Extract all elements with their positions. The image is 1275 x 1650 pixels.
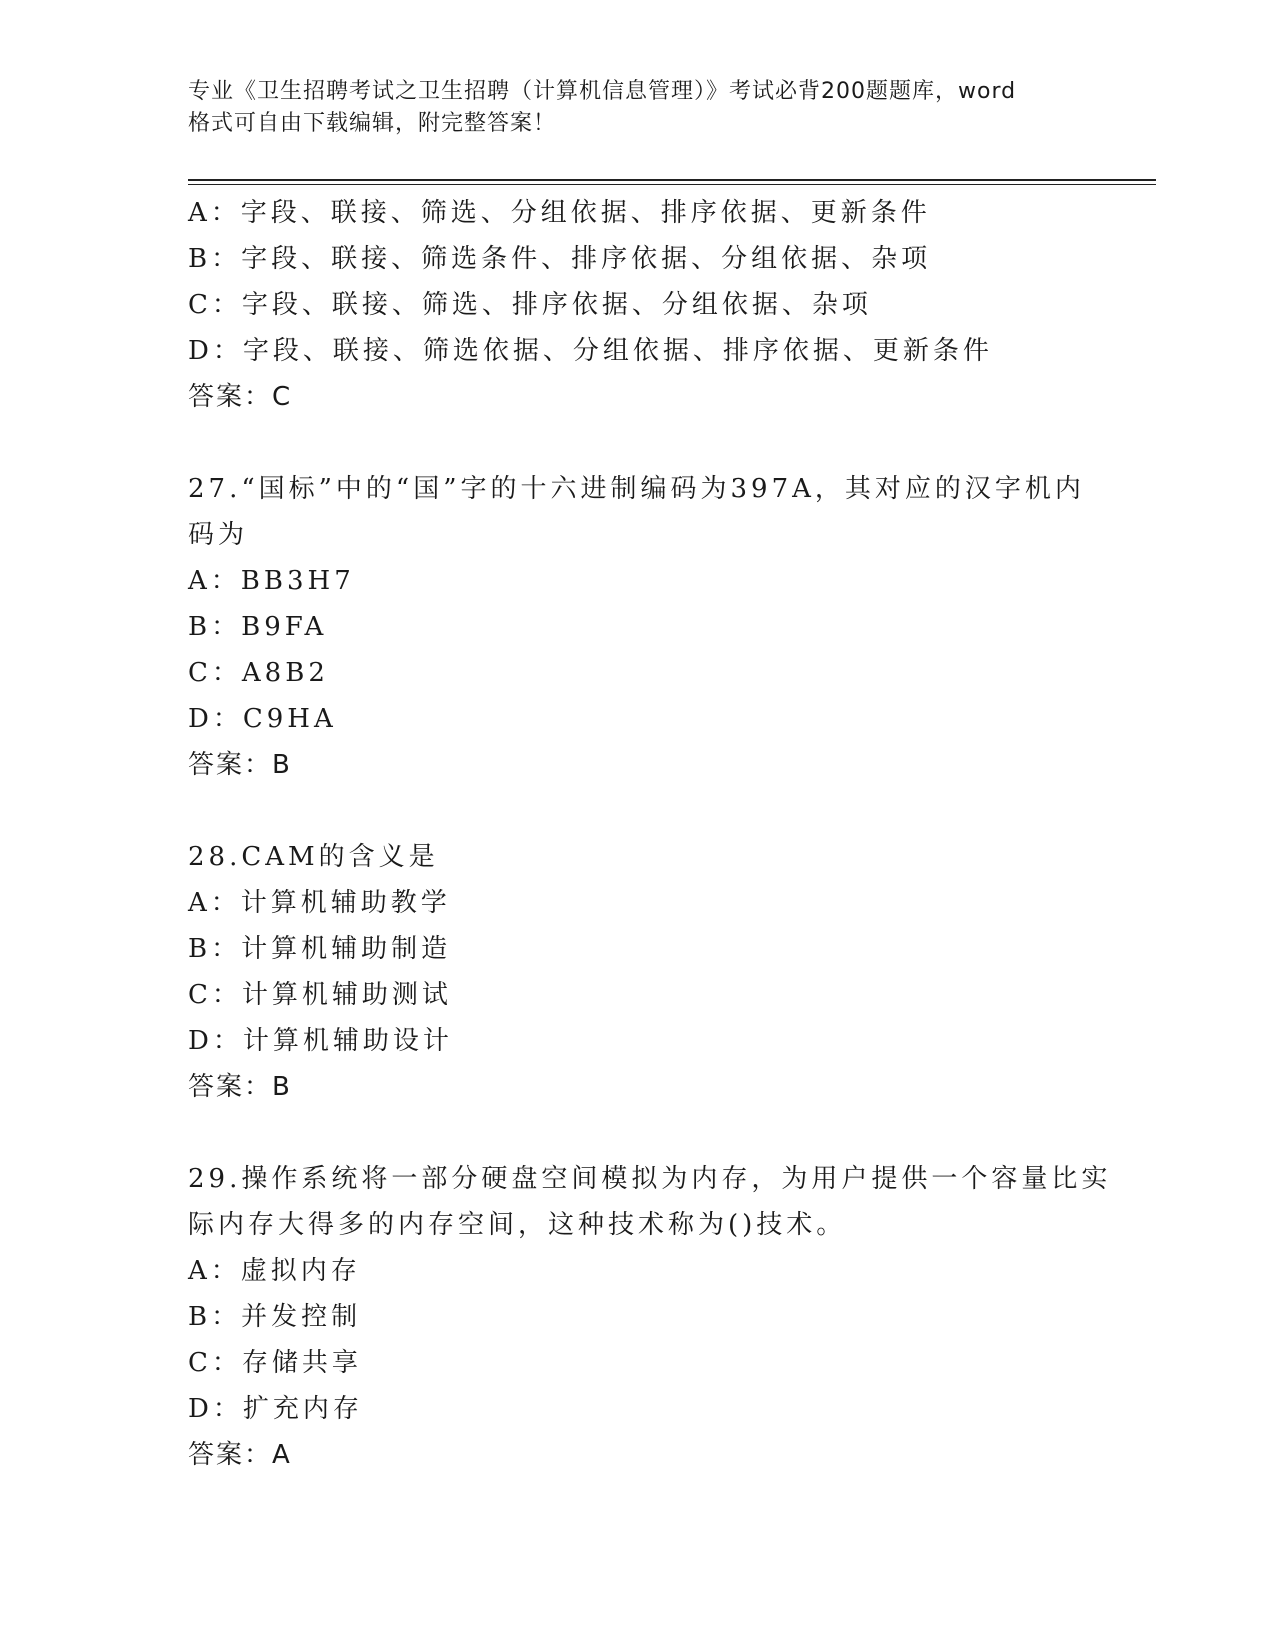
option-c: C：计算机辅助测试 [188,980,452,1010]
answer: 答案：C [188,382,293,412]
question-stem-cont: 码为 [188,520,249,550]
answer: 答案：B [188,750,292,780]
option-a: A：BB3H7 [188,566,355,596]
question-stem: 29.操作系统将一部分硬盘空间模拟为内存，为用户提供一个容量比实 [188,1164,1112,1194]
question-list [188,190,1112,1478]
answer: 答案：A [188,1440,292,1470]
question-26-continued [188,190,1088,420]
option-b: B：计算机辅助制造 [188,934,452,964]
option-a: A：计算机辅助教学 [188,888,451,918]
question-27 [188,466,1088,788]
option-c: C：字段、联接、筛选、排序依据、分组依据、杂项 [188,290,872,320]
option-b: B：B9FA [188,612,328,642]
answer: 答案：B [188,1072,292,1102]
question-28 [188,834,1088,1110]
option-c: C：存储共享 [188,1348,362,1378]
option-d: D：扩充内存 [188,1394,363,1424]
question-stem-cont: 际内存大得多的内存空间，这种技术称为()技术。 [188,1210,847,1240]
option-b: B：字段、联接、筛选条件、排序依据、分组依据、杂项 [188,244,932,274]
option-a: A：字段、联接、筛选、分组依据、排序依据、更新条件 [188,198,931,228]
header-divider-thick [188,179,1156,181]
option-d: D：字段、联接、筛选依据、分组依据、排序依据、更新条件 [188,336,993,366]
option-c: C：A8B2 [188,658,329,688]
option-a: A：虚拟内存 [188,1256,361,1286]
header-divider-thin [188,184,1156,185]
question-stem: 27.“国标”中的“国”字的十六进制编码为397A，其对应的汉字机内 [188,474,1085,504]
option-d: D：C9HA [188,704,337,734]
header-line-2: 格式可自由下载编辑，附完整答案！ [188,111,557,136]
option-d: D：计算机辅助设计 [188,1026,453,1056]
question-stem: 28.CAM的含义是 [188,842,439,872]
header-line-1: 专业《卫生招聘考试之卫生招聘（计算机信息管理）》考试必背200题题库，word [188,79,1017,104]
option-b: B：并发控制 [188,1302,362,1332]
document-header [188,76,1088,140]
question-29 [188,1156,1112,1478]
